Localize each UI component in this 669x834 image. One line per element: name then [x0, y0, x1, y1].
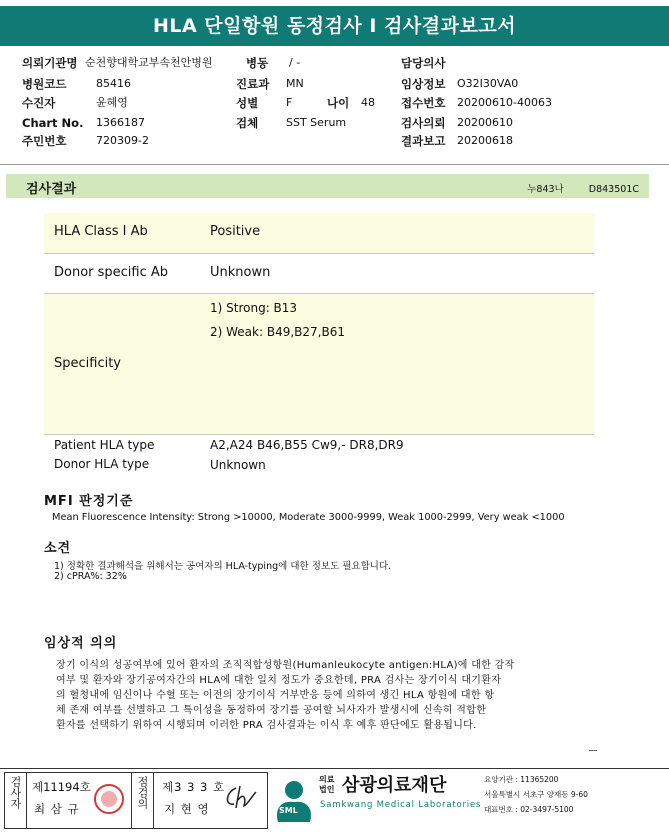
footer-divider [0, 768, 669, 769]
opinion-title: 소견 [44, 541, 72, 556]
donor-ab-row [44, 254, 594, 293]
doctor-label: 담당의사 [401, 56, 446, 70]
specificity-row [44, 294, 594, 434]
sex-value: F [286, 96, 293, 109]
clinical-line-3: 의 혈청내에 임신이나 수혈 또는 이전의 장기이식 거부반응 등에 의하여 생긴 HLA 항원에 대한 항 [56, 690, 495, 701]
reviewer-name: 지 현 영 [164, 802, 210, 816]
donor-hla-label: Donor HLA type [54, 457, 150, 471]
tester-label: 검사자 [9, 776, 22, 809]
specimen-value: SST Serum [286, 116, 347, 129]
class1-value: Positive [210, 224, 261, 239]
mfi-text: Mean Fluorescence Intensity: Strong >10000, Moderate 3000-9999, Weak 1000-2999, Very weak <1000 [52, 512, 565, 523]
sex-label: 성별 [236, 96, 259, 110]
patient-hla-value: A2,A24 B46,B55 Cw9,- DR8,DR9 [210, 438, 404, 452]
specimen-label: 검체 [236, 116, 259, 130]
box-divider [153, 772, 154, 828]
result-codes [505, 181, 639, 195]
clinical-label: 임상정보 [401, 77, 446, 91]
org-registration: 요양기관 : 11365200 [484, 775, 559, 784]
reviewer-number: 제3 3 3 호 [162, 780, 226, 794]
request-value: 20200610 [457, 116, 513, 129]
age-value: 48 [361, 96, 375, 109]
id-label: 주민번호 [22, 134, 67, 148]
clinical-value: O32I30VA0 [457, 77, 519, 90]
opinion-line-1: 1) 정확한 결과해석을 위해서는 공여자의 HLA-typing에 대한 정보도 필요합니다. [54, 561, 392, 572]
report-label: 결과보고 [401, 134, 446, 148]
report-value: 20200618 [457, 134, 513, 147]
id-value: 720309-2 [96, 134, 149, 147]
code-label: 병원코드 [22, 77, 67, 91]
result-code-1: 누843나 [527, 184, 564, 195]
specificity-strong: 1) Strong: B13 [210, 301, 298, 315]
donor-ab-value: Unknown [210, 265, 271, 280]
name-value: 윤혜영 [96, 96, 128, 109]
age-label: 나이 [327, 96, 350, 110]
mfi-title: MFI 판정기준 [44, 494, 134, 509]
donor-hla-value: Unknown [210, 458, 266, 472]
clinical-title: 임상적 의의 [44, 636, 118, 651]
clinical-line-5: 환자를 선택하기 위하여 시행되며 이러한 PRA 검사결과는 이식 후 예후 판단에도 활용됩니다. [56, 720, 477, 731]
header-divider [0, 164, 669, 165]
specificity-label: Specificity [54, 356, 121, 371]
patient-hla-label: Patient HLA type [54, 438, 155, 452]
chart-label: Chart No. [22, 116, 84, 130]
class1-label: HLA Class I Ab [54, 224, 148, 239]
sml-logo-icon [272, 772, 316, 828]
name-label: 수진자 [22, 96, 56, 110]
opinion-line-2: 2) cPRA%: 32% [54, 571, 127, 582]
chart-value: 1366187 [96, 116, 145, 129]
code-value: 85416 [96, 77, 131, 90]
org-address: 서울특별시 서초구 양재동 9-60 [484, 790, 588, 799]
signature-image [222, 782, 260, 812]
tester-name: 최 삼 규 [34, 802, 80, 816]
box-divider [131, 772, 132, 828]
box-divider [26, 772, 27, 828]
ward-value: / - [289, 56, 301, 69]
page-mark [589, 750, 597, 751]
specificity-weak: 2) Weak: B49,B27,B61 [210, 325, 345, 339]
clinical-line-2: 여부 및 환자와 장기공여자간의 HLA에 대한 일치 정도가 중요한데, PRA 검사는 장기이식 대기환자 [56, 675, 502, 686]
result-code-2: D843501C [588, 184, 639, 195]
org-prefix [319, 775, 334, 795]
dept-value: MN [286, 77, 304, 90]
hla-type-row [44, 436, 594, 476]
reviewer-label: 점검의 [136, 776, 149, 809]
org-prefix-1: 의료 [319, 775, 335, 784]
tester-number: 제11194호 [32, 780, 91, 794]
org-name: 삼광의료재단 [342, 775, 447, 796]
hospital-label: 의뢰기관명 [22, 56, 78, 70]
class1-row [44, 213, 594, 253]
row-divider [44, 434, 594, 435]
hospital-value: 순천향대학교부속천안병원 [85, 56, 213, 69]
org-phone: 대표번호 : 02-3497-5100 [484, 805, 574, 814]
clinical-line-4: 체 존재 여부를 선별하고 그 특이성을 동정하여 장기를 공여할 뇌사자가 발생시에 신속히 적합한 [56, 705, 487, 716]
clinical-line-1: 장기 이식의 성공여부에 있어 환자의 조직적합성항원(Humanleukocyte antigen:HLA)에 대한 감작 [56, 660, 515, 671]
reception-label: 접수번호 [401, 96, 446, 110]
report-title: HLA 단일항원 동정검사 I 검사결과보고서 [0, 6, 669, 46]
reception-value: 20200610-40063 [457, 96, 552, 109]
org-prefix-2: 법인 [319, 785, 335, 794]
result-title: 검사결과 [26, 182, 77, 197]
request-label: 검사의뢰 [401, 116, 446, 130]
donor-ab-label: Donor specific Ab [54, 265, 169, 280]
seal-stamp [94, 784, 124, 814]
org-english-name: Samkwang Medical Laboratories [320, 800, 482, 810]
ward-label: 병동 [246, 56, 269, 70]
dept-label: 진료과 [236, 77, 270, 91]
logo-text: SML [279, 806, 298, 815]
